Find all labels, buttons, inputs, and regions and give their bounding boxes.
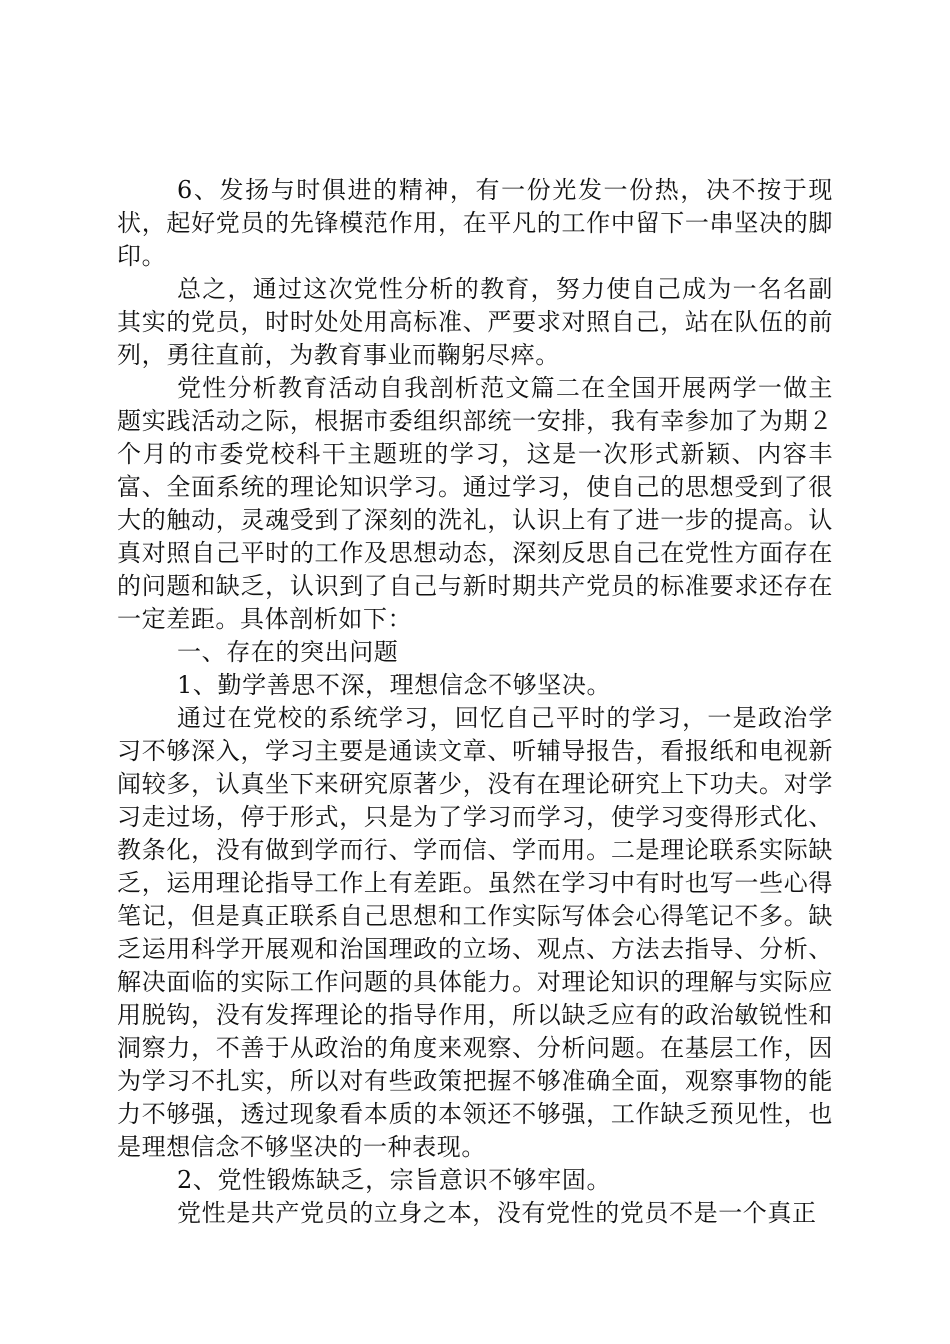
paragraph-point-6: 6、发扬与时俱进的精神，有一份光发一份热，决不按于现状，起好党员的先锋模范作用，在平凡的工作中留下一串坚决的脚印。 [117, 176, 833, 270]
section-heading-problems: 一、存在的突出问题 [177, 638, 399, 666]
document-body [117, 174, 833, 1230]
subheading-point-1: 1、勤学善思不深，理想信念不够坚决。 [177, 671, 612, 699]
paragraph-summary: 总之，通过这次党性分析的教育，努力使自己成为一名名副其实的党员，时时处处用高标准、严要求对照自己，站在队伍的前列，勇往直前，为教育事业而鞠躬尽瘁。 [117, 275, 833, 369]
subheading-point-2: 2、党性锻炼缺乏，宗旨意识不够牢固。 [177, 1166, 612, 1194]
paragraph-party-spirit: 党性是共产党员的立身之本，没有党性的党员不是一个真正 [177, 1199, 817, 1227]
paragraph-article-two-intro: 党性分析教育活动自我剖析范文篇二在全国开展两学一做主题实践活动之际，根据市委组织部统一安排，我有幸参加了为期２个月的市委党校科干主题班的学习，这是一次形式新颖、内容丰富、全面系统的理论知识学习。通过学习，使自己的思想受到了很大的触动，灵魂受到了深刻的洗礼，认识上有了进一步的提高。认真对照自己平时的工作及思想动态，深刻反思自己在党性方面存在的问题和缺乏，认识到了自己与新时期共产党员的标准要求还存在一定差距。具体剖析如下： [117, 374, 833, 633]
paragraph-study-analysis: 通过在党校的系统学习，回忆自己平时的学习，一是政治学习不够深入，学习主要是通读文章、听辅导报告，看报纸和电视新闻较多，认真坐下来研究原著少，没有在理论研究上下功夫。对学习走过场，停于形式，只是为了学习而学习，使学习变得形式化、教条化，没有做到学而行、学而信、学而用。二是理论联系实际缺乏，运用理论指导工作上有差距。虽然在学习中有时也写一些心得笔记，但是真正联系自己思想和工作实际写体会心得笔记不多。缺乏运用科学开展观和治国理政的立场、观点、方法去指导、分析、解决面临的实际工作问题的具体能力。对理论知识的理解与实际应用脱钩，没有发挥理论的指导作用，所以缺乏应有的政治敏锐性和洞察力，不善于从政治的角度来观察、分析问题。在基层工作，因为学习不扎实，所以对有些政策把握不够准确全面，观察事物的能力不够强，透过现象看本质的本领还不够强，工作缺乏预见性，也是理想信念不够坚决的一种表现。 [117, 704, 833, 1161]
